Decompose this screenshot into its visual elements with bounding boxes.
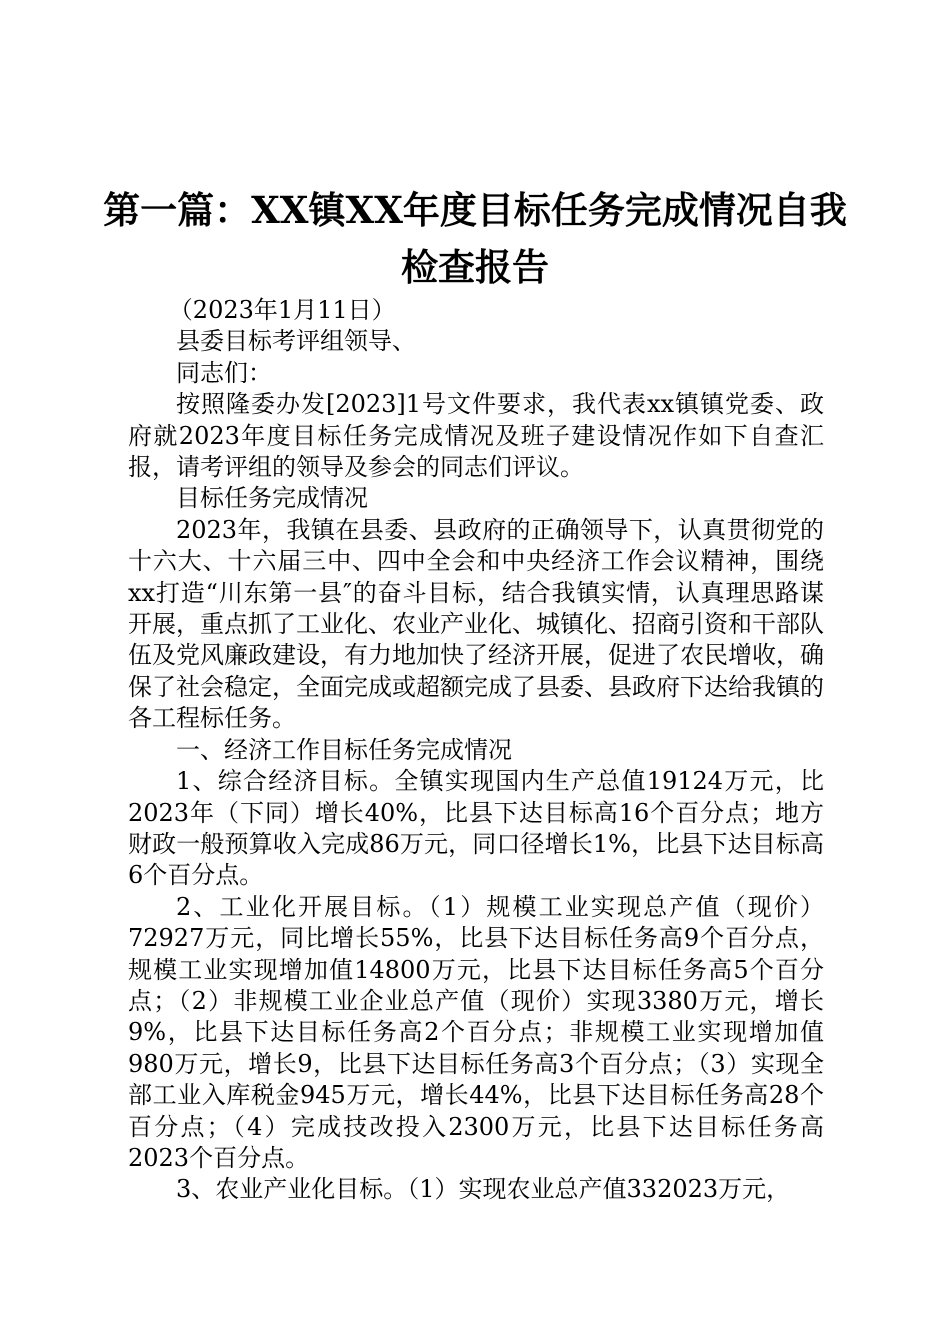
overview-paragraph: 2023年，我镇在县委、县政府的正确领导下，认真贯彻党的十六大、十六届三中、四中全会和中央经济工作会议精神，围绕xx打造“川东第一县″的奋斗目标，结合我镇实情，认真理思路谋开展，重点抓了工业化、农业产业化、城镇化、招商引资和干部队伍及党风廉政建设，有力地加快了经济开展，促进了农民增收，确保了社会稳定，全面完成或超额完成了县委、县政府下达给我镇的各工程标任务。 <box>128 515 824 733</box>
intro-paragraph: 按照隆委办发[2023]1号文件要求，我代表xx镇镇党委、政府就2023年度目标任务完成情况及班子建设情况作如下自查汇报，请考评组的领导及参会的同志们评议。 <box>128 390 824 482</box>
document-title-line-2: 检查报告 <box>401 245 549 289</box>
section-heading-overview: 目标任务完成情况 <box>176 484 368 513</box>
agriculture-paragraph: 3、农业产业化目标。（1）实现农业总产值332023万元， <box>176 1175 791 1204</box>
salutation-line-2: 同志们： <box>176 358 272 387</box>
industrialization-paragraph: 2、工业化开展目标。（1）规模工业实现总产值（现价）72927万元，同比增长55%，比县下达目标任务高9个百分点，规模工业实现增加值14800万元，比县下达目标任务高5个百分点；（2）非规模工业企业总产值（现价）实现3380万元，增长9%，比县下达目标任务高2个百分点；非规模工业实现增加值980万元，增长9，比县下达目标任务高3个百分点；（3）实现全部工业入库税金945万元，增长44%，比县下达目标任务高28个百分点；（4）完成技改投入2300万元，比县下达目标任务高2023个百分点。 <box>128 892 824 1172</box>
report-date: （2023年1月11日） <box>168 296 396 324</box>
section-heading-economy: 一、经济工作目标任务完成情况 <box>176 735 512 764</box>
salutation-line-1: 县委目标考评组领导、 <box>176 327 416 356</box>
document-title-line-1: 第一篇：XX镇XX年度目标任务完成情况自我 <box>103 188 847 232</box>
economic-target-paragraph: 1、综合经济目标。全镇实现国内生产总值19124万元，比2023年（下同）增长40%，比县下达目标高16个百分点；地方财政一般预算收入完成86万元，同口径增长1%，比县下达目标高6个百分点。 <box>128 767 824 890</box>
document-body <box>128 295 824 1206</box>
